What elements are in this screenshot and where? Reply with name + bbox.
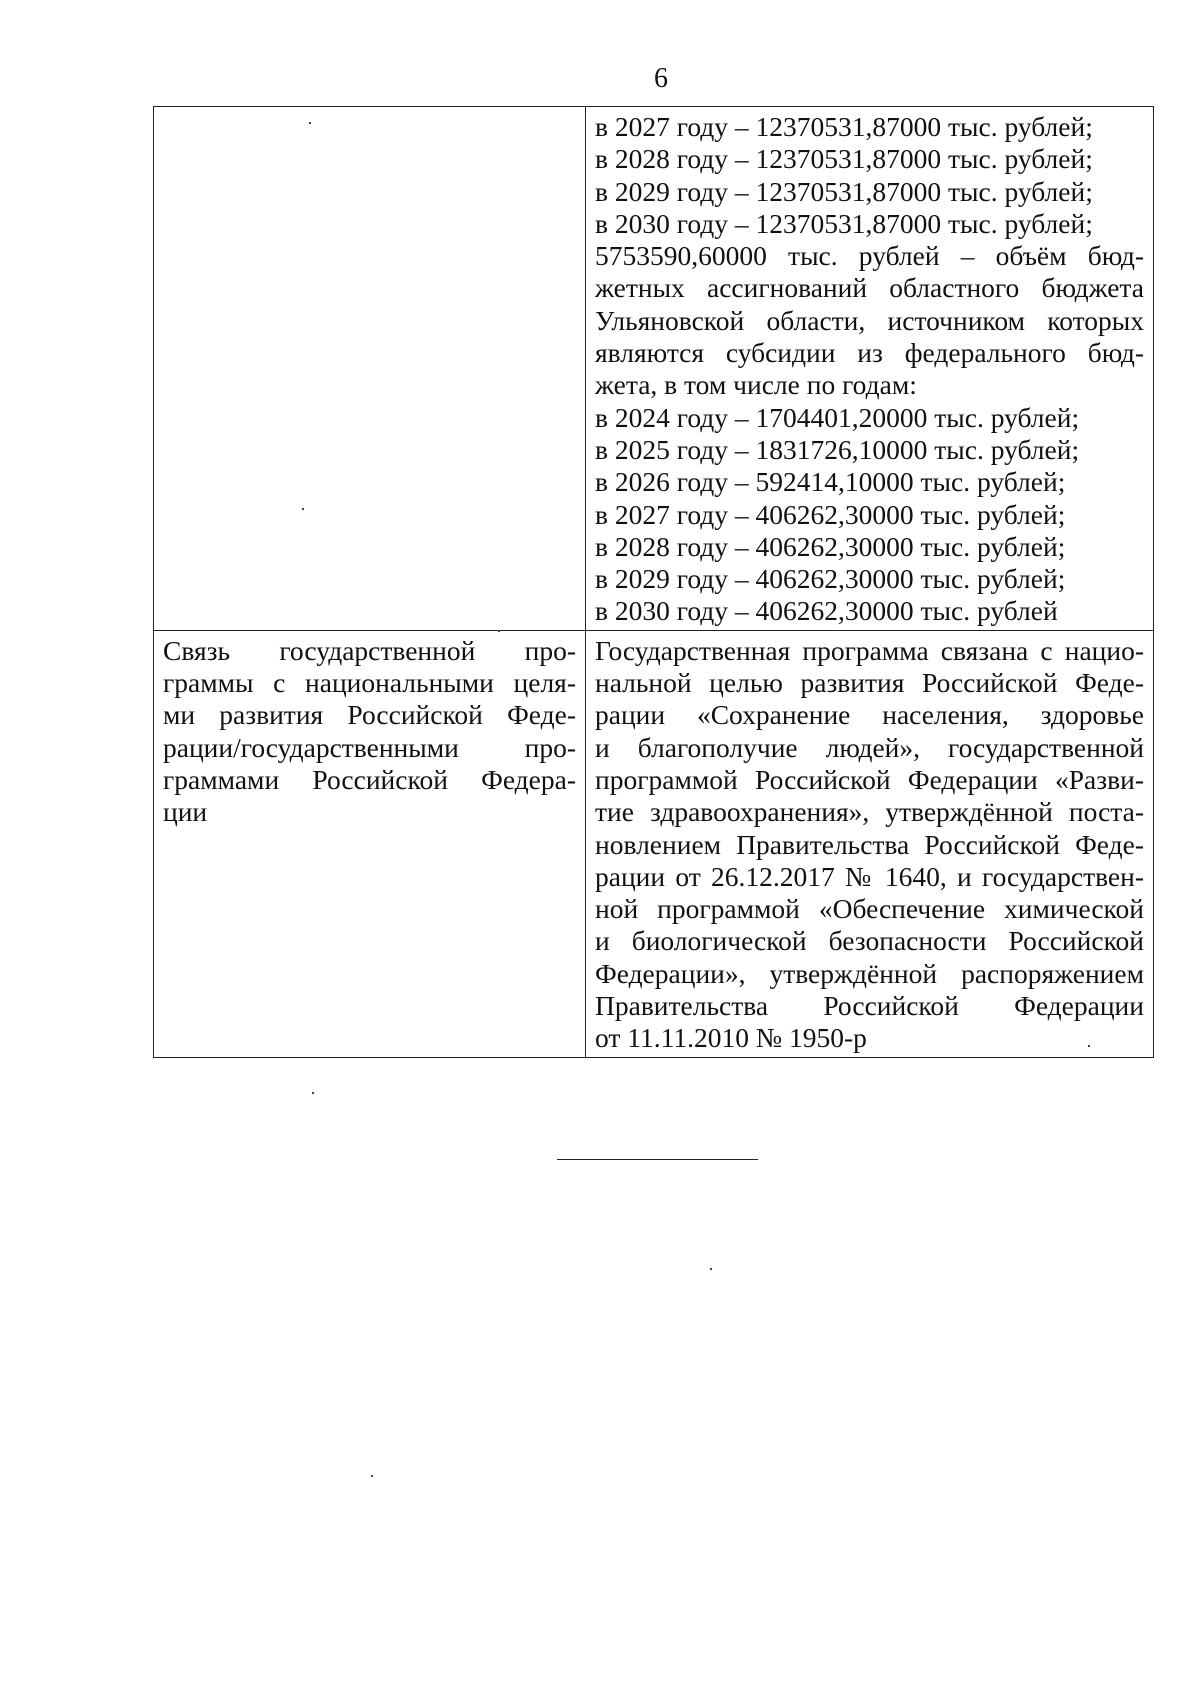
label-line: граммами Российской Федера- — [163, 763, 576, 795]
funding-line: в 2029 году – 12370531,87000 тыс. рублей; — [595, 175, 1093, 207]
scan-speck — [1088, 1045, 1090, 1047]
funding-line: в 2025 году – 1831726,10000 тыс. рублей; — [595, 433, 1080, 465]
label-line: ции — [163, 796, 208, 828]
national-goals-label-cell — [154, 630, 586, 1057]
description-line: нальной целью развития Российской Феде- — [595, 667, 1144, 699]
description-line: тие здравоохранения», утверждённой поста- — [595, 796, 1144, 828]
funding-line: Ульяновской области, источником которых — [595, 304, 1144, 336]
funding-label-cell — [154, 107, 586, 631]
description-line: и биологической безопасности Российской — [595, 925, 1144, 957]
label-line: рации/государственными про- — [163, 731, 576, 763]
funding-line: в 2028 году – 406262,30000 тыс. рублей; — [595, 530, 1066, 562]
funding-line: жета, в том числе по годам: — [595, 369, 917, 401]
funding-line: в 2028 году – 12370531,87000 тыс. рублей; — [595, 143, 1093, 175]
description-line: Государственная программа связана с нацио- — [595, 634, 1144, 666]
funding-line: в 2030 году – 406262,30000 тыс. рублей — [595, 595, 1058, 627]
funding-line: в 2029 году – 406262,30000 тыс. рублей; — [595, 563, 1066, 595]
national-goals-value-cell — [586, 630, 1154, 1057]
scan-speck — [371, 1475, 373, 1477]
closing-separator-line — [557, 1159, 758, 1160]
funding-line: в 2030 году – 12370531,87000 тыс. рублей; — [595, 207, 1093, 239]
funding-line: в 2027 году – 406262,30000 тыс. рублей; — [595, 498, 1066, 530]
scan-speck — [302, 508, 304, 510]
table-row-funding — [154, 107, 1154, 631]
description-line: программой Российской Федерации «Разви- — [595, 763, 1144, 795]
description-line: Федерации», утверждённой распоряжением — [595, 957, 1144, 989]
funding-line: жетных ассигнований областного бюджета — [595, 272, 1144, 304]
label-line: ми развития Российской Феде- — [163, 699, 576, 731]
description-line: от 11.11.2010 № 1950-р — [595, 1022, 867, 1054]
scan-speck — [498, 630, 500, 632]
page-number: 6 — [654, 63, 668, 94]
description-line: ной программой «Обеспечение химической — [595, 893, 1144, 925]
scan-speck — [312, 1092, 314, 1094]
funding-line: являются субсидии из федерального бюд- — [595, 337, 1144, 369]
scan-speck — [309, 122, 311, 124]
description-line: Правительства Российской Федерации — [595, 990, 1144, 1022]
label-line: граммы с национальными целя- — [163, 667, 576, 699]
scan-speck — [710, 1268, 712, 1270]
funding-line: в 2024 году – 1704401,20000 тыс. рублей; — [595, 401, 1080, 433]
description-line: рации от 26.12.2017 № 1640, и государствен- — [595, 860, 1144, 892]
table-row-national-goals — [154, 630, 1154, 1057]
funding-line: в 2026 году – 592414,10000 тыс. рублей; — [595, 466, 1066, 498]
program-passport-table — [153, 106, 1154, 1058]
description-line: новлением Правительства Российской Феде- — [595, 828, 1144, 860]
funding-line: в 2027 году – 12370531,87000 тыс. рублей; — [595, 111, 1093, 142]
funding-value-cell — [586, 107, 1154, 631]
description-line: рации «Сохранение населения, здоровье — [595, 699, 1144, 731]
funding-line: 5753590,60000 тыс. рублей – объём бюд- — [595, 240, 1144, 272]
description-line: и благополучие людей», государственной — [595, 731, 1144, 763]
label-line: Связь государственной про- — [163, 634, 576, 666]
